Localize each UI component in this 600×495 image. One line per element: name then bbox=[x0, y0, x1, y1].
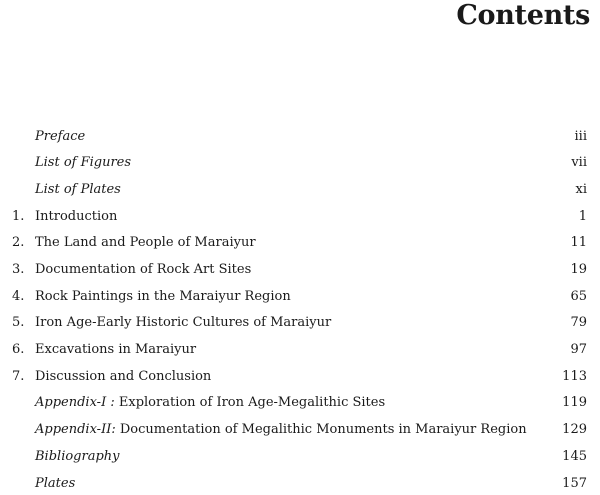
toc-page: vii bbox=[571, 155, 587, 170]
toc-title: Bibliography bbox=[35, 449, 120, 464]
toc-title: Rock Paintings in the Maraiyur Region bbox=[35, 289, 291, 304]
toc-row-appendix-1 bbox=[0, 393, 600, 413]
toc-row-bibliography bbox=[0, 447, 600, 467]
toc-page: 97 bbox=[570, 342, 587, 357]
toc-row-chapter-4 bbox=[0, 287, 600, 307]
toc-title: List of Plates bbox=[35, 182, 121, 197]
toc-page: iii bbox=[574, 129, 587, 144]
toc-page: 129 bbox=[562, 422, 587, 437]
toc-number: 7. bbox=[12, 369, 25, 384]
page-title: Contents bbox=[456, 0, 590, 31]
toc-title-group bbox=[35, 420, 527, 440]
appendix-label: Appendix-II: bbox=[35, 422, 116, 437]
toc-row-chapter-2 bbox=[0, 233, 600, 253]
appendix-label: Appendix-I : bbox=[35, 395, 115, 410]
toc-number: 6. bbox=[12, 342, 25, 357]
toc-page: 79 bbox=[570, 315, 587, 330]
toc-row-chapter-1 bbox=[0, 207, 600, 227]
toc-number: 5. bbox=[12, 315, 25, 330]
toc-title: The Land and People of Maraiyur bbox=[35, 235, 256, 250]
toc-title: Plates bbox=[35, 476, 76, 491]
toc-title: Documentation of Rock Art Sites bbox=[35, 262, 252, 277]
toc-title: Documentation of Megalithic Monuments in Maraiyur Region bbox=[119, 422, 527, 437]
toc-title-group bbox=[35, 393, 385, 413]
toc-title: Preface bbox=[35, 129, 86, 144]
toc-page: 119 bbox=[562, 395, 587, 410]
toc-row-chapter-5 bbox=[0, 313, 600, 333]
toc-page: 113 bbox=[562, 369, 587, 384]
toc-page: 1 bbox=[578, 209, 587, 224]
toc-page: 65 bbox=[570, 289, 587, 304]
toc-row-plates bbox=[0, 474, 600, 494]
toc-page: 145 bbox=[562, 449, 587, 464]
toc-row-preface bbox=[0, 127, 600, 147]
toc-row-chapter-6 bbox=[0, 340, 600, 360]
toc-number: 1. bbox=[12, 209, 25, 224]
toc-row-chapter-3 bbox=[0, 260, 600, 280]
toc-title: Exploration of Iron Age-Megalithic Sites bbox=[118, 395, 386, 410]
toc-number: 2. bbox=[12, 235, 25, 250]
toc-page: xi bbox=[575, 182, 587, 197]
toc-number: 3. bbox=[12, 262, 25, 277]
toc-title: Introduction bbox=[35, 209, 118, 224]
toc-title: Iron Age-Early Historic Cultures of Maraiyur bbox=[35, 315, 332, 330]
toc-number: 4. bbox=[12, 289, 25, 304]
toc-row-appendix-2 bbox=[0, 420, 600, 440]
toc-title: Excavations in Maraiyur bbox=[35, 342, 197, 357]
toc-row-list-of-figures bbox=[0, 153, 600, 173]
toc-page: 157 bbox=[562, 476, 587, 491]
toc-row-chapter-7 bbox=[0, 367, 600, 387]
toc-page: 11 bbox=[570, 235, 587, 250]
toc-page: 19 bbox=[570, 262, 587, 277]
toc-title: List of Figures bbox=[35, 155, 132, 170]
toc-title: Discussion and Conclusion bbox=[35, 369, 212, 384]
toc-row-list-of-plates bbox=[0, 180, 600, 200]
